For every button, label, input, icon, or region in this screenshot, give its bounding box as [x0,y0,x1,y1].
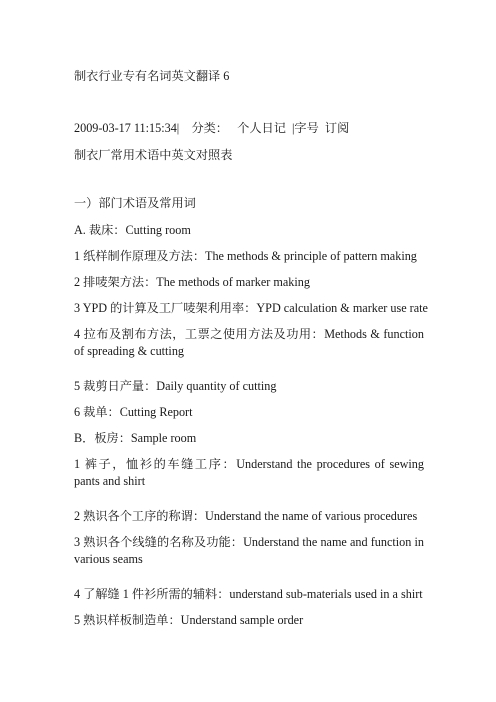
cutting-item: 3 YPD 的计算及工厂唛架利用率：YPD calculation & marker use rate [74,301,428,315]
document-title: 制衣行业专有名词英文翻译 6 [74,69,230,83]
sample-room-heading: B．板房：Sample room [74,431,197,445]
font-size-link[interactable]: |字号 [291,121,319,135]
sample-item: 3 熟识各个线缝的名称及功能：Understand the name and function in various seams [74,535,424,566]
section-heading: 一）部门术语及常用词 [74,196,196,210]
cutting-item: 5 裁剪日产量：Daily quantity of cutting [74,379,277,393]
category-link[interactable]: 个人日记 [237,121,286,135]
cutting-item: 1 纸样制作原理及方法：The methods & principle of pattern making [74,249,417,263]
post-date: 2009-03-17 11:15:34| [74,121,180,135]
post-meta [74,120,424,137]
sample-item: 4 了解缝 1 件衫所需的辅料：understand sub-materials used in a shirt [74,587,423,601]
sample-item: 1 裤子，恤衫的车缝工序：Understand the procedures of sewing pants and shirt [74,457,424,488]
category-label: 分类： [191,121,228,135]
sample-item: 2 熟识各个工序的称谓：Understand the name of various procedures [74,509,418,523]
sample-item: 5 熟识样板制造单：Understand sample order [74,613,304,627]
subscribe-link[interactable]: 订阅 [324,121,350,135]
cutting-item: 4 拉布及割布方法，工票之使用方法及功用：Methods & function of spreading & cutting [74,327,424,358]
cutting-item: 6 裁单：Cutting Report [74,405,193,419]
document-subtitle: 制衣厂常用术语中英文对照表 [74,148,233,162]
cutting-item: 2 排唛架方法：The methods of marker making [74,275,310,289]
cutting-room-heading: A. 裁床：Cutting room [74,223,191,237]
